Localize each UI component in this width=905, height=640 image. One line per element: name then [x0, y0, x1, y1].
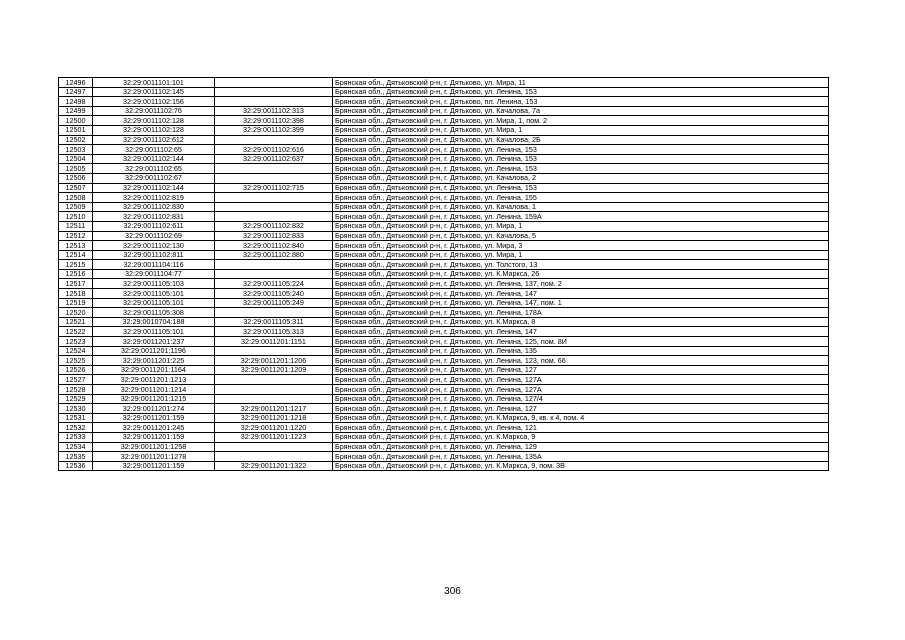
cadastral-number-cell: 32:29:0010704:188: [93, 317, 215, 327]
linked-cadastral-number-cell: [215, 164, 333, 174]
address-cell: Брянская обл., Дятьковский р-н, г. Дятьково, ул. К.Маркса, 26: [333, 269, 829, 279]
cadastral-number-cell: 32:29:0011102:819: [93, 193, 215, 203]
address-cell: Брянская обл., Дятьковский р-н, г. Дятьково, ул. К.Маркса, 9, кв. к 4, пом. 4: [333, 413, 829, 423]
row-number-cell: 12498: [59, 97, 93, 107]
cadastral-number-cell: 32:29:0011201:1278: [93, 452, 215, 462]
address-cell: Брянская обл., Дятьковский р-н, г. Дятьково, ул. Ленина, 129: [333, 442, 829, 452]
row-number-cell: 12517: [59, 279, 93, 289]
linked-cadastral-number-cell: 32:29:0011102:880: [215, 250, 333, 260]
row-number-cell: 12526: [59, 365, 93, 375]
address-cell: Брянская обл., Дятьковский р-н, г. Дятьково, ул. Ленина, 147: [333, 327, 829, 337]
table-row: [59, 183, 829, 193]
address-cell: Брянская обл., Дятьковский р-н, г. Дятьково, ул. Мира, 11: [333, 78, 829, 88]
cadastral-number-cell: 32:29:0011102:144: [93, 154, 215, 164]
cadastral-number-cell: 32:29:0011201:245: [93, 423, 215, 433]
linked-cadastral-number-cell: [215, 394, 333, 404]
table-row: [59, 202, 829, 212]
table-row: [59, 442, 829, 452]
table-row: [59, 241, 829, 251]
address-cell: Брянская обл., Дятьковский р-н, г. Дятьково, ул. Толстого, 13: [333, 260, 829, 270]
linked-cadastral-number-cell: [215, 173, 333, 183]
linked-cadastral-number-cell: [215, 202, 333, 212]
table-row: [59, 413, 829, 423]
row-number-cell: 12507: [59, 183, 93, 193]
linked-cadastral-number-cell: 32:29:0011102:840: [215, 241, 333, 251]
row-number-cell: 12505: [59, 164, 93, 174]
cadastral-number-cell: 32:29:0011102:611: [93, 221, 215, 231]
table-row: [59, 327, 829, 337]
cadastral-number-cell: 32:29:0011102:128: [93, 116, 215, 126]
cadastral-number-cell: 32:29:0011101:101: [93, 78, 215, 88]
cadastral-register-table: [58, 77, 829, 471]
row-number-cell: 12528: [59, 385, 93, 395]
table-row: [59, 289, 829, 299]
address-cell: Брянская обл., Дятьковский р-н, г. Дятьково, ул. Качалова, 2: [333, 173, 829, 183]
table-row: [59, 461, 829, 471]
row-number-cell: 12510: [59, 212, 93, 222]
cadastral-number-cell: 32:29:0011102:830: [93, 202, 215, 212]
linked-cadastral-number-cell: 32:29:0011105:240: [215, 289, 333, 299]
cadastral-number-cell: 32:29:0011102:67: [93, 173, 215, 183]
table-row: [59, 337, 829, 347]
linked-cadastral-number-cell: 32:29:0011102:637: [215, 154, 333, 164]
table-body: [59, 78, 829, 471]
linked-cadastral-number-cell: [215, 375, 333, 385]
row-number-cell: 12500: [59, 116, 93, 126]
row-number-cell: 12521: [59, 317, 93, 327]
row-number-cell: 12497: [59, 87, 93, 97]
table-row: [59, 365, 829, 375]
address-cell: Брянская обл., Дятьковский р-н, г. Дятьково, ул. К.Маркса, 9, пом. 3В: [333, 461, 829, 471]
cadastral-number-cell: 32:29:0011201:225: [93, 356, 215, 366]
row-number-cell: 12515: [59, 260, 93, 270]
linked-cadastral-number-cell: [215, 346, 333, 356]
row-number-cell: 12506: [59, 173, 93, 183]
row-number-cell: 12525: [59, 356, 93, 366]
table-row: [59, 250, 829, 260]
cadastral-number-cell: 32:29:0011105:308: [93, 308, 215, 318]
linked-cadastral-number-cell: 32:29:0011105:313: [215, 327, 333, 337]
table-row: [59, 394, 829, 404]
cadastral-number-cell: 32:29:0011201:274: [93, 404, 215, 414]
table-row: [59, 308, 829, 318]
address-cell: Брянская обл., Дятьковский р-н, г. Дятьково, ул. К.Маркса, 9: [333, 432, 829, 442]
row-number-cell: 12527: [59, 375, 93, 385]
cadastral-number-cell: 32:29:0011201:1258: [93, 442, 215, 452]
row-number-cell: 12530: [59, 404, 93, 414]
row-number-cell: 12501: [59, 125, 93, 135]
table-row: [59, 106, 829, 116]
table-row: [59, 135, 829, 145]
linked-cadastral-number-cell: 32:29:0011201:1223: [215, 432, 333, 442]
table-row: [59, 279, 829, 289]
linked-cadastral-number-cell: [215, 308, 333, 318]
row-number-cell: 12533: [59, 432, 93, 442]
address-cell: Брянская обл., Дятьковский р-н, г. Дятьково, ул. Мира, 1, пом. 2: [333, 116, 829, 126]
linked-cadastral-number-cell: 32:29:0011201:1206: [215, 356, 333, 366]
row-number-cell: 12531: [59, 413, 93, 423]
linked-cadastral-number-cell: 32:29:0011105:249: [215, 298, 333, 308]
address-cell: Брянская обл., Дятьковский р-н, г. Дятьково, ул. Ленина, 153: [333, 154, 829, 164]
address-cell: Брянская обл., Дятьковский р-н, г. Дятьково, ул. Качалова, 2Б: [333, 135, 829, 145]
linked-cadastral-number-cell: [215, 193, 333, 203]
cadastral-number-cell: 32:29:0011102:156: [93, 97, 215, 107]
linked-cadastral-number-cell: 32:29:0011102:833: [215, 231, 333, 241]
table-row: [59, 212, 829, 222]
row-number-cell: 12519: [59, 298, 93, 308]
address-cell: Брянская обл., Дятьковский р-н, г. Дятьково, ул. Мира, 3: [333, 241, 829, 251]
linked-cadastral-number-cell: [215, 78, 333, 88]
cadastral-number-cell: 32:29:0011201:159: [93, 413, 215, 423]
address-cell: Брянская обл., Дятьковский р-н, г. Дятьково, ул. Ленина, 159А: [333, 212, 829, 222]
row-number-cell: 12514: [59, 250, 93, 260]
cadastral-number-cell: 32:29:0011105:101: [93, 327, 215, 337]
row-number-cell: 12522: [59, 327, 93, 337]
row-number-cell: 12532: [59, 423, 93, 433]
cadastral-number-cell: 32:29:0011102:811: [93, 250, 215, 260]
address-cell: Брянская обл., Дятьковский р-н, г. Дятьково, ул. Ленина, 153: [333, 183, 829, 193]
linked-cadastral-number-cell: 32:29:0011201:1220: [215, 423, 333, 433]
table-row: [59, 193, 829, 203]
row-number-cell: 12535: [59, 452, 93, 462]
address-cell: Брянская обл., Дятьковский р-н, г. Дятьково, ул. Ленина, 155: [333, 193, 829, 203]
row-number-cell: 12520: [59, 308, 93, 318]
address-cell: Брянская обл., Дятьковский р-н, г. Дятьково, ул. Ленина, 147: [333, 289, 829, 299]
table-row: [59, 375, 829, 385]
address-cell: Брянская обл., Дятьковский р-н, г. Дятьково, ул. К.Маркса, 8: [333, 317, 829, 327]
table-row: [59, 404, 829, 414]
table-row: [59, 231, 829, 241]
address-cell: Брянская обл., Дятьковский р-н, г. Дятьково, ул. Ленина, 123, пом. 66: [333, 356, 829, 366]
linked-cadastral-number-cell: [215, 452, 333, 462]
row-number-cell: 12529: [59, 394, 93, 404]
linked-cadastral-number-cell: [215, 260, 333, 270]
cadastral-number-cell: 32:29:0011102:76: [93, 106, 215, 116]
row-number-cell: 12513: [59, 241, 93, 251]
linked-cadastral-number-cell: [215, 442, 333, 452]
linked-cadastral-number-cell: 32:29:0011201:1209: [215, 365, 333, 375]
cadastral-number-cell: 32:29:0011102:65: [93, 145, 215, 155]
table-row: [59, 125, 829, 135]
row-number-cell: 12496: [59, 78, 93, 88]
row-number-cell: 12504: [59, 154, 93, 164]
cadastral-number-cell: 32:29:0011201:1196: [93, 346, 215, 356]
table-row: [59, 269, 829, 279]
address-cell: Брянская обл., Дятьковский р-н, г. Дятьково, ул. Ленина, 125, пом. 8И: [333, 337, 829, 347]
address-cell: Брянская обл., Дятьковский р-н, г. Дятьково, ул. Качалова, 1: [333, 202, 829, 212]
cadastral-number-cell: 32:29:0011102:831: [93, 212, 215, 222]
row-number-cell: 12516: [59, 269, 93, 279]
cadastral-number-cell: 32:29:0011102:144: [93, 183, 215, 193]
address-cell: Брянская обл., Дятьковский р-н, г. Дятьково, ул. Ленина, 127/4: [333, 394, 829, 404]
table-row: [59, 356, 829, 366]
cadastral-number-cell: 32:29:0011201:1213: [93, 375, 215, 385]
row-number-cell: 12511: [59, 221, 93, 231]
cadastral-number-cell: 32:29:0011201:159: [93, 432, 215, 442]
linked-cadastral-number-cell: 32:29:0011105:224: [215, 279, 333, 289]
table-row: [59, 298, 829, 308]
linked-cadastral-number-cell: [215, 135, 333, 145]
address-cell: Брянская обл., Дятьковский р-н, г. Дятьково, ул. Ленина, 127: [333, 404, 829, 414]
cadastral-number-cell: 32:29:0011102:130: [93, 241, 215, 251]
address-cell: Брянская обл., Дятьковский р-н, г. Дятьково, ул. Мира, 1: [333, 221, 829, 231]
linked-cadastral-number-cell: 32:29:0011201:1151: [215, 337, 333, 347]
cadastral-number-cell: 32:29:0011105:101: [93, 298, 215, 308]
linked-cadastral-number-cell: 32:29:0011102:715: [215, 183, 333, 193]
linked-cadastral-number-cell: 32:29:0011102:399: [215, 125, 333, 135]
table-row: [59, 164, 829, 174]
cadastral-number-cell: 32:29:0011102:128: [93, 125, 215, 135]
table-row: [59, 432, 829, 442]
table-row: [59, 87, 829, 97]
page-number: 306: [444, 586, 461, 597]
table-row: [59, 173, 829, 183]
table-row: [59, 317, 829, 327]
table-row: [59, 260, 829, 270]
table-row: [59, 97, 829, 107]
table-row: [59, 452, 829, 462]
cadastral-number-cell: 32:29:0011104:77: [93, 269, 215, 279]
table-row: [59, 145, 829, 155]
cadastral-number-cell: 32:29:0011104:116: [93, 260, 215, 270]
linked-cadastral-number-cell: 32:29:0011201:1217: [215, 404, 333, 414]
linked-cadastral-number-cell: [215, 87, 333, 97]
cadastral-number-cell: 32:29:0011102:612: [93, 135, 215, 145]
linked-cadastral-number-cell: 32:29:0011102:313: [215, 106, 333, 116]
linked-cadastral-number-cell: 32:29:0011105:311: [215, 317, 333, 327]
row-number-cell: 12503: [59, 145, 93, 155]
table-row: [59, 221, 829, 231]
address-cell: Брянская обл., Дятьковский р-н, г. Дятьково, ул. Ленина, 127: [333, 365, 829, 375]
address-cell: Брянская обл., Дятьковский р-н, г. Дятьково, ул. Ленина, 127А: [333, 375, 829, 385]
address-cell: Брянская обл., Дятьковский р-н, г. Дятьково, ул. Ленина, 135А: [333, 452, 829, 462]
cadastral-number-cell: 32:29:0011201:1164: [93, 365, 215, 375]
address-cell: Брянская обл., Дятьковский р-н, г. Дятьково, ул. Ленина, 153: [333, 145, 829, 155]
linked-cadastral-number-cell: 32:29:0011102:832: [215, 221, 333, 231]
table-row: [59, 346, 829, 356]
cadastral-number-cell: 32:29:0011201:1214: [93, 385, 215, 395]
address-cell: Брянская обл., Дятьковский р-н, г. Дятьково, ул. Ленина, 127А: [333, 385, 829, 395]
row-number-cell: 12499: [59, 106, 93, 116]
row-number-cell: 12524: [59, 346, 93, 356]
row-number-cell: 12509: [59, 202, 93, 212]
address-cell: Брянская обл., Дятьковский р-н, г. Дятьково, ул. Ленина, 137, пом. 2: [333, 279, 829, 289]
address-cell: Брянская обл., Дятьковский р-н, г. Дятьково, пл. Ленина, 153: [333, 97, 829, 107]
cadastral-number-cell: 32:29:0011201:237: [93, 337, 215, 347]
cadastral-number-cell: 32:29:0011102:145: [93, 87, 215, 97]
cadastral-number-cell: 32:29:0011102:69: [93, 231, 215, 241]
linked-cadastral-number-cell: [215, 269, 333, 279]
linked-cadastral-number-cell: 32:29:0011102:616: [215, 145, 333, 155]
row-number-cell: 12508: [59, 193, 93, 203]
row-number-cell: 12512: [59, 231, 93, 241]
linked-cadastral-number-cell: 32:29:0011102:398: [215, 116, 333, 126]
address-cell: Брянская обл., Дятьковский р-н, г. Дятьково, ул. Мира, 1: [333, 250, 829, 260]
table-row: [59, 154, 829, 164]
address-cell: Брянская обл., Дятьковский р-н, г. Дятьково, ул. Ленина, 153: [333, 87, 829, 97]
cadastral-number-cell: 32:29:0011105:101: [93, 289, 215, 299]
row-number-cell: 12502: [59, 135, 93, 145]
row-number-cell: 12518: [59, 289, 93, 299]
cadastral-number-cell: 32:29:0011105:103: [93, 279, 215, 289]
address-cell: Брянская обл., Дятьковский р-н, г. Дятьково, ул. Ленина, 153: [333, 164, 829, 174]
address-cell: Брянская обл., Дятьковский р-н, г. Дятьково, ул. Ленина, 147, пом. 1: [333, 298, 829, 308]
cadastral-number-cell: 32:29:0011201:159: [93, 461, 215, 471]
table-row: [59, 423, 829, 433]
address-cell: Брянская обл., Дятьковский р-н, г. Дятьково, ул. Качалова, 7а: [333, 106, 829, 116]
row-number-cell: 12534: [59, 442, 93, 452]
table-row: [59, 78, 829, 88]
table-row: [59, 116, 829, 126]
address-cell: Брянская обл., Дятьковский р-н, г. Дятьково, ул. Ленина, 135: [333, 346, 829, 356]
address-cell: Брянская обл., Дятьковский р-н, г. Дятьково, ул. Мира, 1: [333, 125, 829, 135]
address-cell: Брянская обл., Дятьковский р-н, г. Дятьково, ул. Ленина, 121: [333, 423, 829, 433]
linked-cadastral-number-cell: [215, 212, 333, 222]
row-number-cell: 12523: [59, 337, 93, 347]
linked-cadastral-number-cell: [215, 97, 333, 107]
linked-cadastral-number-cell: [215, 385, 333, 395]
address-cell: Брянская обл., Дятьковский р-н, г. Дятьково, ул. Качалова, 5: [333, 231, 829, 241]
cadastral-number-cell: 32:29:0011201:1215: [93, 394, 215, 404]
address-cell: Брянская обл., Дятьковский р-н, г. Дятьково, ул. Ленина, 178А: [333, 308, 829, 318]
table-row: [59, 385, 829, 395]
cadastral-number-cell: 32:29:0011102:65: [93, 164, 215, 174]
linked-cadastral-number-cell: 32:29:0011201:1322: [215, 461, 333, 471]
linked-cadastral-number-cell: 32:29:0011201:1218: [215, 413, 333, 423]
row-number-cell: 12536: [59, 461, 93, 471]
